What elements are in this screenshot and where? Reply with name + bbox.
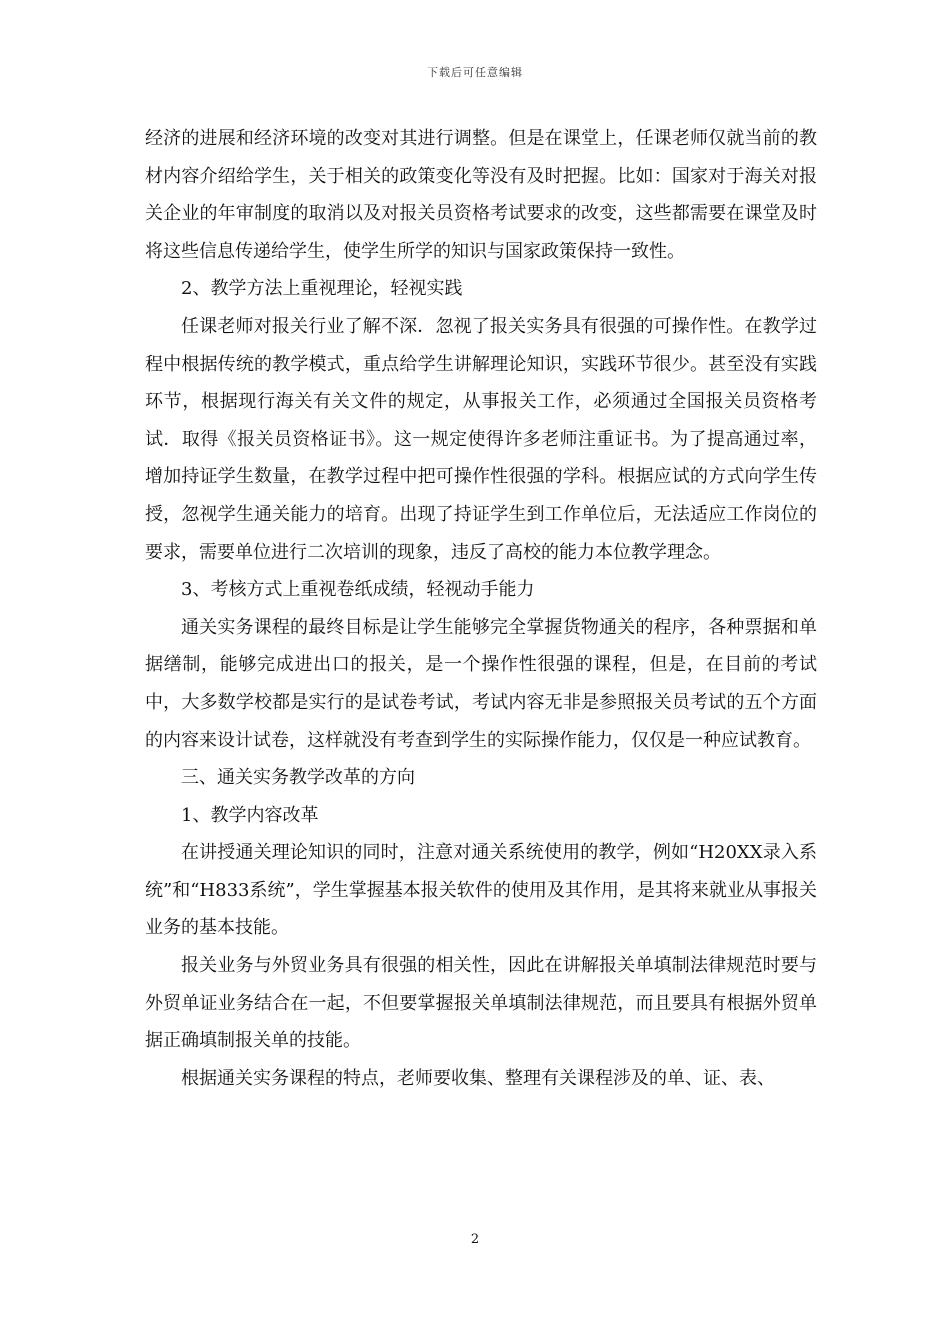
subheading-teaching-method: 2、教学方法上重视理论，轻视实践 bbox=[181, 278, 463, 300]
document-body bbox=[145, 120, 817, 1097]
section-heading-reform-direction: 三、通关实务教学改革的方向 bbox=[181, 767, 415, 789]
page-header: 下载后可任意编辑 bbox=[427, 66, 523, 79]
subheading-assessment: 3、考核方式上重视卷纸成绩，轻视动手能力 bbox=[181, 579, 535, 601]
paragraph-course-materials: 根据通关实务课程的特点，老师要收集、整理有关课程涉及的单、证、表、 bbox=[181, 1067, 775, 1089]
paragraph-policy-changes: 经济的进展和经济环境的改变对其进行调整。但是在课堂上，任课老师仅就当前的教材内容介绍给学生，关于相关的政策变化等没有及时把握。比如：国家对于海关对报关企业的年审制度的取消以及对报关员资格考试要求的改变，这些都需要在课堂及时将这些信息传递给学生，使学生所学的知识与国家政策保持一致性。 bbox=[145, 128, 817, 262]
paragraph-customs-system: 在讲授通关理论知识的同时，注意对通关系统使用的教学，例如“H20XX录入系统”和“H833系统”，学生掌握基本报关软件的使用及其作用，是其将来就业从事报关业务的基本技能。 bbox=[145, 842, 817, 939]
paragraph-teaching-method: 任课老师对报关行业了解不深．忽视了报关实务具有很强的可操作性。在教学过程中根据传统的教学模式，重点给学生讲解理论知识，实践环节很少。甚至没有实践环节，根据现行海关有关文件的规定，从事报关工作，必须通过全国报关员资格考试．取得《报关员资格证书》。这一规定使得许多老师注重证书。为了提高通过率，增加持证学生数量，在教学过程中把可操作性很强的学科。根据应试的方式向学生传授，忽视学生通关能力的培育。出现了持证学生到工作单位后，无法适应工作岗位的要求，需要单位进行二次培训的现象，违反了高校的能力本位教学理念。 bbox=[145, 315, 817, 563]
page-number: 2 bbox=[470, 1232, 480, 1247]
subheading-content-reform: 1、教学内容改革 bbox=[181, 804, 319, 826]
paragraph-foreign-trade: 报关业务与外贸业务具有很强的相关性，因此在讲解报关单填制法律规范时要与外贸单证业务结合在一起，不但要掌握报关单填制法律规范，而且要具有根据外贸单据正确填制报关单的技能。 bbox=[145, 955, 817, 1052]
paragraph-assessment: 通关实务课程的最终目标是让学生能够完全掌握货物通关的程序，各种票据和单据缮制，能够完成进出口的报关，是一个操作性很强的课程，但是，在目前的考试中，大多数学校都是实行的是试卷考试，考试内容无非是参照报关员考试的五个方面的内容来设计试卷，这样就没有考查到学生的实际操作能力，仅仅是一种应试教育。 bbox=[145, 616, 817, 751]
